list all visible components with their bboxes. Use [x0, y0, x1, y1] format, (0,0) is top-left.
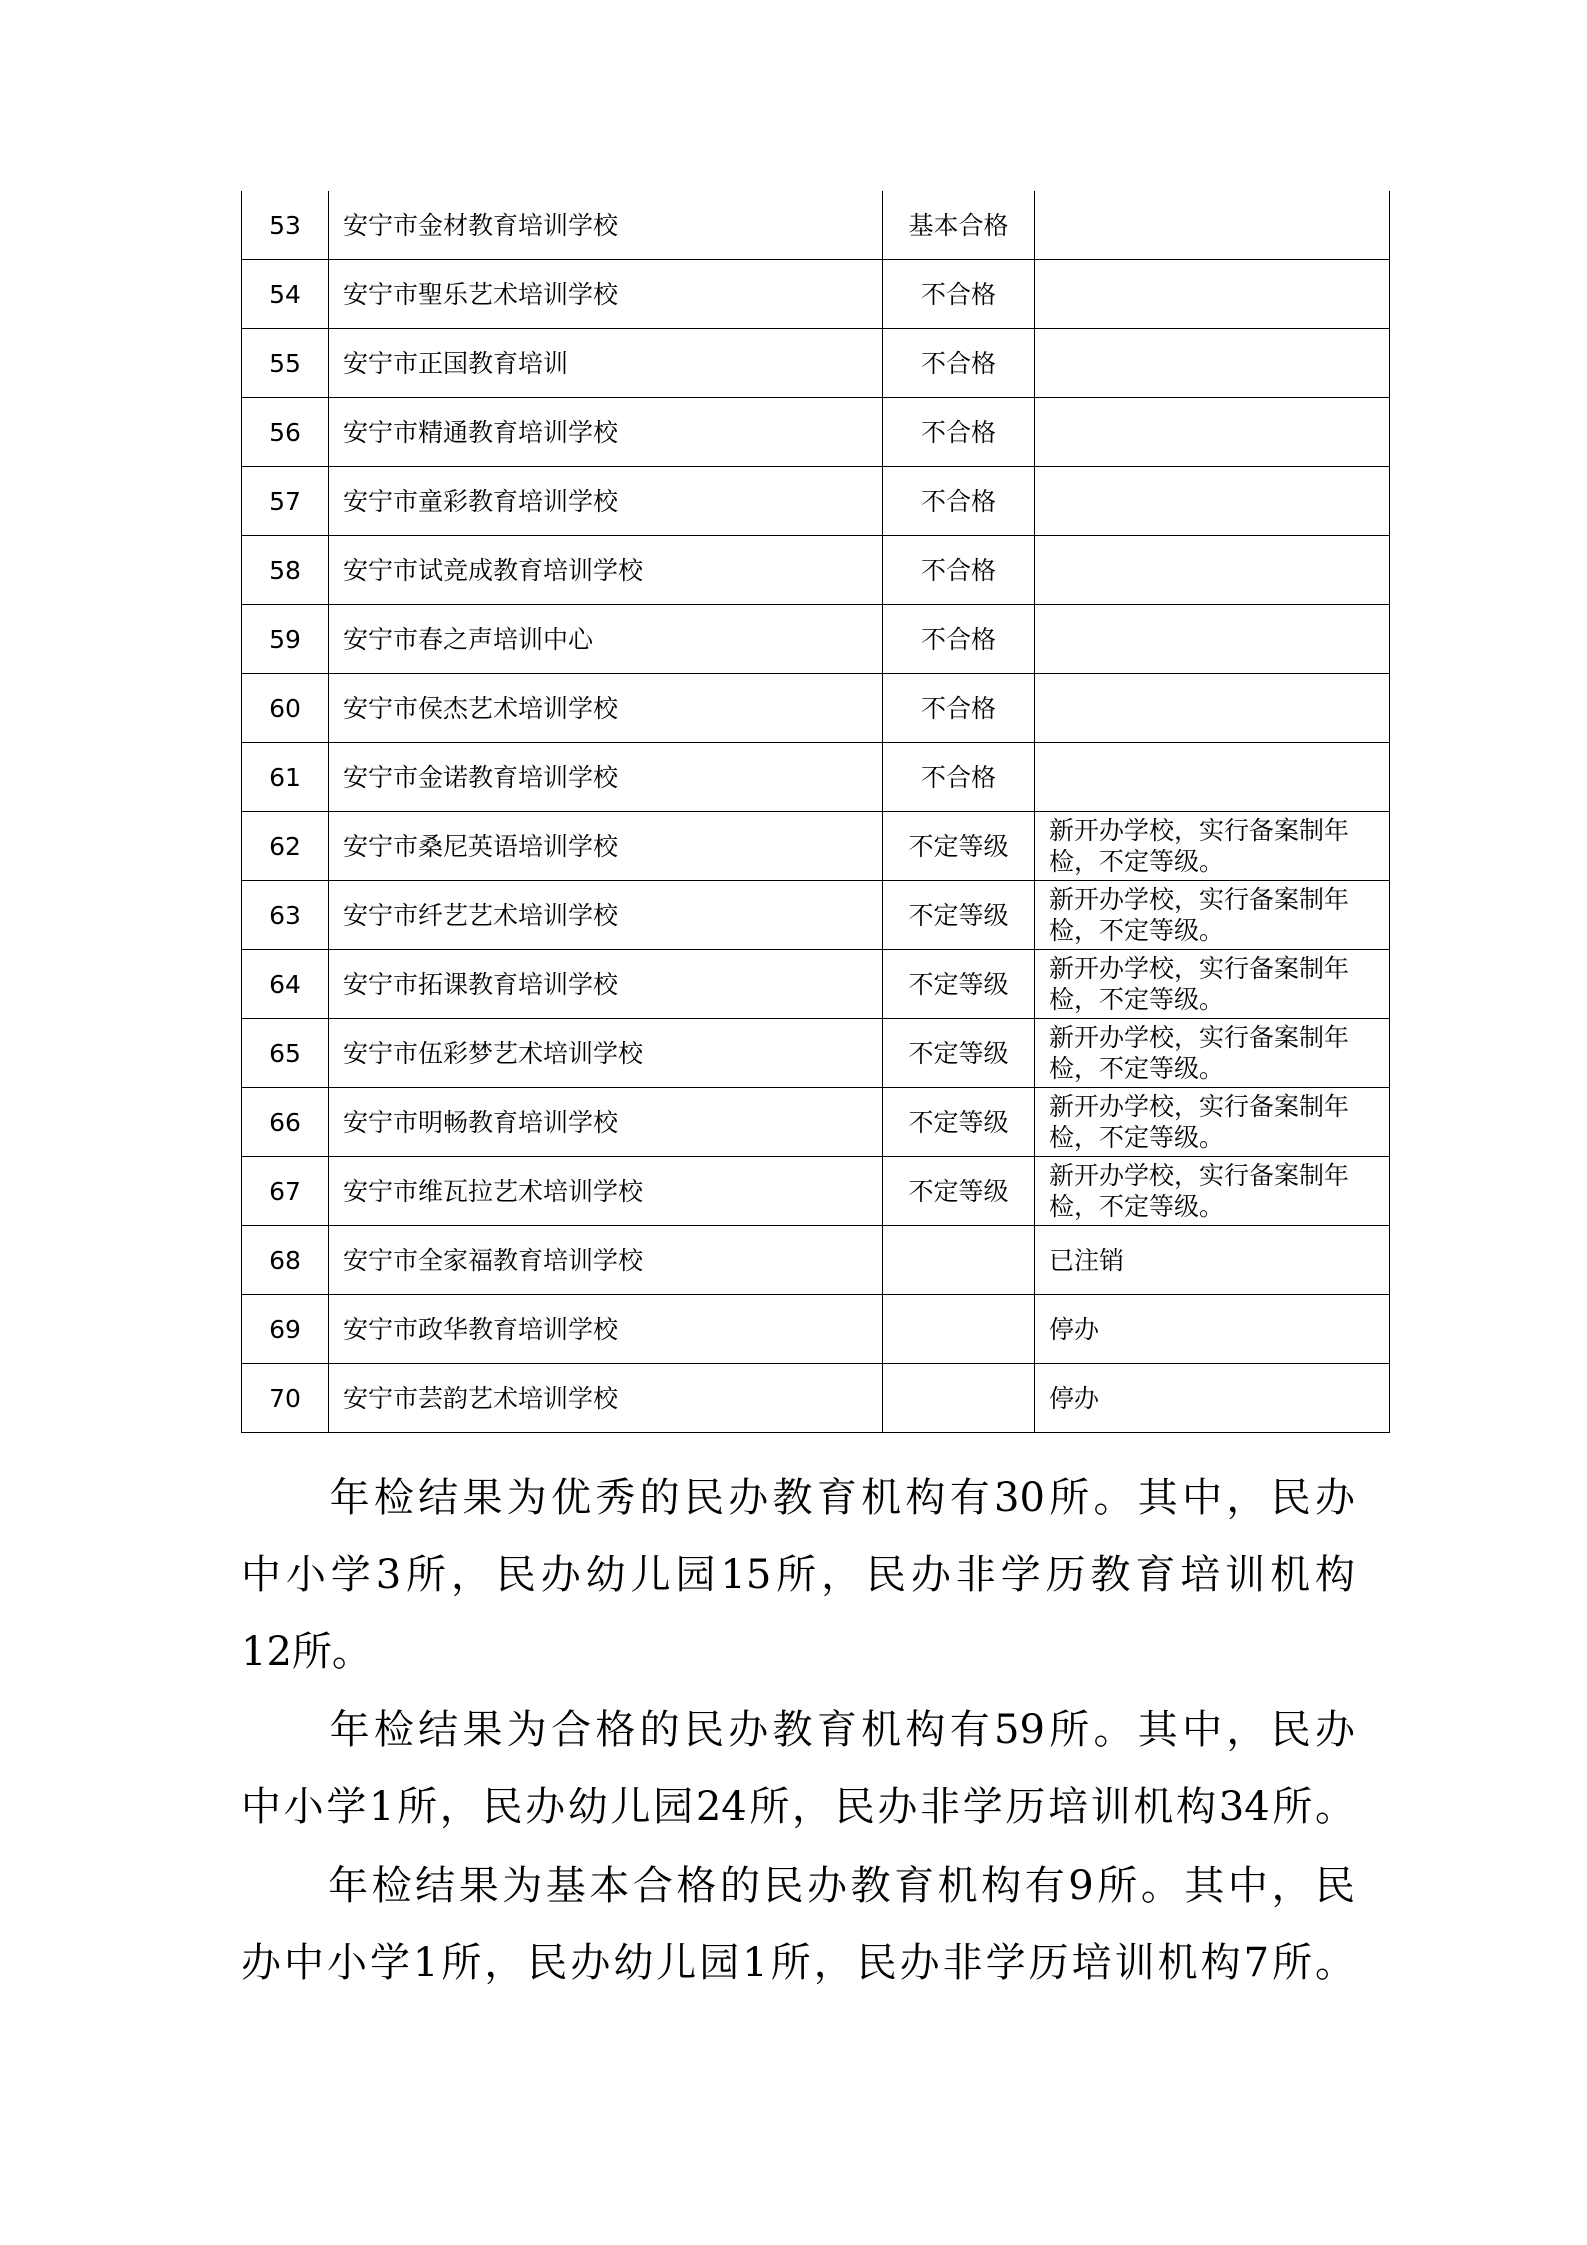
remark-cell: [1035, 260, 1390, 329]
inspection-result-cell: 不定等级: [883, 812, 1035, 881]
row-number-cell: 59: [242, 605, 329, 674]
paragraph-line: 年检结果为优秀的民办教育机构有30所。其中，民办: [241, 1475, 1355, 1521]
table-row: [242, 398, 1390, 467]
institution-name-cell: 安宁市聖乐艺术培训学校: [329, 260, 883, 329]
remark-cell: 新开办学校，实行备案制年检，不定等级。: [1035, 950, 1390, 1019]
institution-name-cell: 安宁市维瓦拉艺术培训学校: [329, 1157, 883, 1226]
table-row: [242, 605, 1390, 674]
inspection-result-cell: 不定等级: [883, 950, 1035, 1019]
summary-paragraph-basic-qualified: [241, 1848, 1355, 2002]
paragraph-line: 12所。: [241, 1629, 372, 1675]
table-row: [242, 536, 1390, 605]
row-number-cell: 62: [242, 812, 329, 881]
row-number-cell: 70: [242, 1364, 329, 1433]
inspection-result-cell: 不合格: [883, 743, 1035, 812]
paragraph-line: 办中小学1所，民办幼儿园1所，民办非学历培训机构7所。: [241, 1940, 1355, 1986]
table-row: [242, 260, 1390, 329]
table-row: [242, 881, 1390, 950]
institution-name-cell: 安宁市春之声培训中心: [329, 605, 883, 674]
inspection-result-cell: 不定等级: [883, 1157, 1035, 1226]
remark-cell: [1035, 605, 1390, 674]
remark-cell: 已注销: [1035, 1226, 1390, 1295]
paragraph-line: 年检结果为基本合格的民办教育机构有9所。其中，民: [241, 1863, 1355, 1909]
table-row: [242, 1157, 1390, 1226]
institution-name-cell: 安宁市政华教育培训学校: [329, 1295, 883, 1364]
institution-name-cell: 安宁市金诺教育培训学校: [329, 743, 883, 812]
remark-cell: [1035, 743, 1390, 812]
institution-name-cell: 安宁市试竞成教育培训学校: [329, 536, 883, 605]
inspection-result-cell: 不定等级: [883, 1088, 1035, 1157]
inspection-result-cell: 不定等级: [883, 1019, 1035, 1088]
inspection-result-cell: 不合格: [883, 398, 1035, 467]
inspection-result-cell: 不合格: [883, 260, 1035, 329]
institution-name-cell: 安宁市全家福教育培训学校: [329, 1226, 883, 1295]
row-number-cell: 61: [242, 743, 329, 812]
remark-cell: [1035, 398, 1390, 467]
remark-cell: 新开办学校，实行备案制年检，不定等级。: [1035, 881, 1390, 950]
row-number-cell: 58: [242, 536, 329, 605]
inspection-result-cell: 不合格: [883, 605, 1035, 674]
row-number-cell: 64: [242, 950, 329, 1019]
summary-paragraph-qualified: [241, 1692, 1355, 1846]
institution-name-cell: 安宁市金材教育培训学校: [329, 191, 883, 260]
institution-name-cell: 安宁市拓课教育培训学校: [329, 950, 883, 1019]
inspection-result-cell: 不定等级: [883, 881, 1035, 950]
inspection-result-cell: [883, 1226, 1035, 1295]
row-number-cell: 57: [242, 467, 329, 536]
paragraph-line: 年检结果为合格的民办教育机构有59所。其中，民办: [241, 1707, 1355, 1753]
row-number-cell: 68: [242, 1226, 329, 1295]
table-row: [242, 467, 1390, 536]
institution-name-cell: 安宁市侯杰艺术培训学校: [329, 674, 883, 743]
inspection-result-cell: 不合格: [883, 329, 1035, 398]
institution-name-cell: 安宁市纤艺艺术培训学校: [329, 881, 883, 950]
table-row: [242, 950, 1390, 1019]
remark-cell: [1035, 329, 1390, 398]
institution-name-cell: 安宁市童彩教育培训学校: [329, 467, 883, 536]
row-number-cell: 53: [242, 191, 329, 260]
table-row: [242, 1364, 1390, 1433]
row-number-cell: 63: [242, 881, 329, 950]
table-row: [242, 674, 1390, 743]
row-number-cell: 66: [242, 1088, 329, 1157]
remark-cell: [1035, 191, 1390, 260]
table-row: [242, 329, 1390, 398]
remark-cell: [1035, 467, 1390, 536]
table-row: [242, 1088, 1390, 1157]
remark-cell: 新开办学校，实行备案制年检，不定等级。: [1035, 1157, 1390, 1226]
remark-cell: 新开办学校，实行备案制年检，不定等级。: [1035, 1088, 1390, 1157]
table-row: [242, 743, 1390, 812]
institution-name-cell: 安宁市明畅教育培训学校: [329, 1088, 883, 1157]
row-number-cell: 67: [242, 1157, 329, 1226]
inspection-result-cell: 不合格: [883, 674, 1035, 743]
inspection-result-cell: [883, 1295, 1035, 1364]
table-row: [242, 191, 1390, 260]
row-number-cell: 69: [242, 1295, 329, 1364]
inspection-result-cell: [883, 1364, 1035, 1433]
table-row: [242, 1019, 1390, 1088]
table-row: [242, 1226, 1390, 1295]
remark-cell: [1035, 674, 1390, 743]
results-table-body: [242, 191, 1390, 1433]
remark-cell: 新开办学校，实行备案制年检，不定等级。: [1035, 812, 1390, 881]
institution-name-cell: 安宁市桑尼英语培训学校: [329, 812, 883, 881]
remark-cell: [1035, 536, 1390, 605]
inspection-result-cell: 基本合格: [883, 191, 1035, 260]
remark-cell: 停办: [1035, 1295, 1390, 1364]
remark-cell: 新开办学校，实行备案制年检，不定等级。: [1035, 1019, 1390, 1088]
remark-cell: 停办: [1035, 1364, 1390, 1433]
institution-name-cell: 安宁市芸韵艺术培训学校: [329, 1364, 883, 1433]
results-table: [241, 191, 1390, 1433]
row-number-cell: 60: [242, 674, 329, 743]
row-number-cell: 56: [242, 398, 329, 467]
inspection-result-cell: 不合格: [883, 467, 1035, 536]
institution-name-cell: 安宁市正国教育培训: [329, 329, 883, 398]
inspection-result-cell: 不合格: [883, 536, 1035, 605]
row-number-cell: 55: [242, 329, 329, 398]
institution-name-cell: 安宁市精通教育培训学校: [329, 398, 883, 467]
summary-paragraph-excellent: [241, 1460, 1355, 1691]
table-row: [242, 812, 1390, 881]
paragraph-line: 中小学1所，民办幼儿园24所，民办非学历培训机构34所。: [241, 1784, 1355, 1830]
paragraph-line: 中小学3所，民办幼儿园15所，民办非学历教育培训机构: [241, 1552, 1355, 1598]
table-row: [242, 1295, 1390, 1364]
institution-name-cell: 安宁市伍彩梦艺术培训学校: [329, 1019, 883, 1088]
row-number-cell: 54: [242, 260, 329, 329]
row-number-cell: 65: [242, 1019, 329, 1088]
